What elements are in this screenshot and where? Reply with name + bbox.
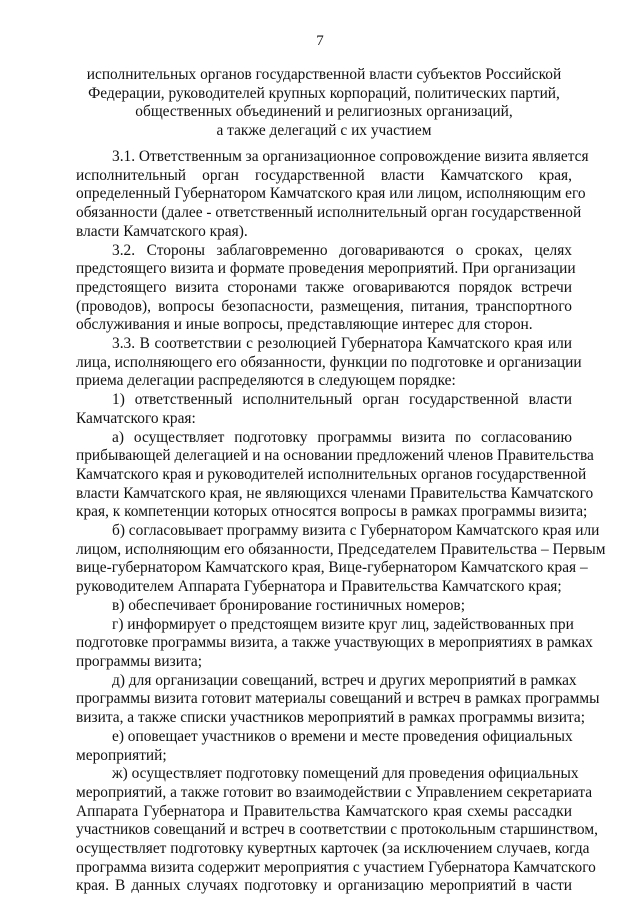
section-heading xyxy=(76,66,572,140)
text-line: программа визита содержит мероприятия с участием Губернатора Камчатского xyxy=(76,858,596,876)
document-body xyxy=(76,148,606,896)
text-line: руководителем Аппарата Губернатора и Правительства Камчатского края; xyxy=(76,578,562,596)
text-line: предстоящего визита сторонами также оговариваются порядок встречи xyxy=(76,278,572,296)
text-line: 1) ответственный исполнительный орган государственной власти xyxy=(112,391,572,409)
text-line: приема делегации распределяются в следующем порядке: xyxy=(76,372,456,390)
text-line: обслуживания и иные вопросы, представляющие интерес для сторон. xyxy=(76,316,533,334)
text-line: программы визита; xyxy=(76,652,202,670)
text-line: края. В данных случаях подготовку и организацию мероприятий в части xyxy=(76,877,572,895)
text-line: осуществляет подготовку кувертных карточек (за исключением случаев, когда xyxy=(76,840,590,858)
text-line: 3.1. Ответственным за организационное сопровождение визита является xyxy=(112,148,589,165)
text-line: участников совещаний и встреч в соответствии с протокольным старшинством, xyxy=(76,821,598,839)
text-line: мероприятий, а также готовит во взаимодействии с Управлением секретариата xyxy=(76,783,593,801)
text-line: (проводов), вопросы безопасности, размещения, питания, транспортного xyxy=(76,297,572,315)
text-line: а) осуществляет подготовку программы визита по согласованию xyxy=(112,428,572,446)
text-line: обязанности (далее - ответственный исполнительный орган государственной xyxy=(76,204,582,222)
text-line: подготовке программы визита, а также участвующих в мероприятиях в рамках xyxy=(76,634,593,652)
text-line: б) согласовывает программу визита с Губернатором Камчатского края или xyxy=(112,522,600,540)
text-line: Камчатского края: xyxy=(76,409,196,427)
text-line: прибывающей делегацией и на основании предложений членов Правительства xyxy=(76,447,594,465)
text-line: Аппарата Губернатора и Правительства Камчатского края схемы рассадки xyxy=(76,802,572,820)
text-line: е) оповещает участников о времени и месте проведения официальных xyxy=(112,727,573,745)
text-line: лицом, исполняющим его обязанности, Председателем Правительства – Первым xyxy=(76,540,606,558)
text-line: определенный Губернатором Камчатского края или лицом, исполняющим его xyxy=(76,185,586,203)
text-line: 3.2. Стороны заблаговременно договариваются о сроках, целях xyxy=(112,241,572,259)
heading-line: Федерации, руководителей крупных корпораций, политических партий, xyxy=(88,84,560,102)
heading-line: общественных объединений и религиозных организаций, xyxy=(135,103,513,121)
text-line: ж) осуществляет подготовку помещений для проведения официальных xyxy=(112,765,579,783)
text-line: г) информирует о предстоящем визите круг лиц, задействованных при xyxy=(112,615,574,633)
text-line: вице-губернатором Камчатского края, Вице-губернатором Камчатского края – xyxy=(76,559,588,577)
page-number: 7 xyxy=(316,33,324,49)
text-line: власти Камчатского края). xyxy=(76,222,248,240)
text-line: края, к компетенции которых относятся вопросы в рамках программы визита; xyxy=(76,503,588,521)
text-line: власти Камчатского края, не являющихся членами Правительства Камчатского xyxy=(76,484,594,502)
text-line: Камчатского края и руководителей исполнительных органов государственной xyxy=(76,465,587,483)
text-line: мероприятий; xyxy=(76,746,167,764)
heading-line: а также делегаций с их участием xyxy=(216,121,432,139)
text-line: программы визита готовит материалы совещаний и встреч в рамках программы xyxy=(76,690,600,708)
text-line: в) обеспечивает бронирование гостиничных номеров; xyxy=(112,596,465,614)
text-line: д) для организации совещаний, встреч и других мероприятий в рамках xyxy=(112,671,577,689)
heading-line: исполнительных органов государственной власти субъектов Российской xyxy=(86,66,562,83)
text-line: 3.3. В соответствии с резолюцией Губернатора Камчатского края или xyxy=(112,335,572,353)
text-line: предстоящего визита и формате проведения мероприятий. При организации xyxy=(76,260,576,278)
text-line: визита, а также списки участников мероприятий в рамках программы визита; xyxy=(76,709,585,727)
text-line: исполнительный орган государственной власти Камчатского края, xyxy=(76,166,572,184)
text-line: лица, исполняющего его обязанности, функции по подготовке и организации xyxy=(76,353,582,371)
